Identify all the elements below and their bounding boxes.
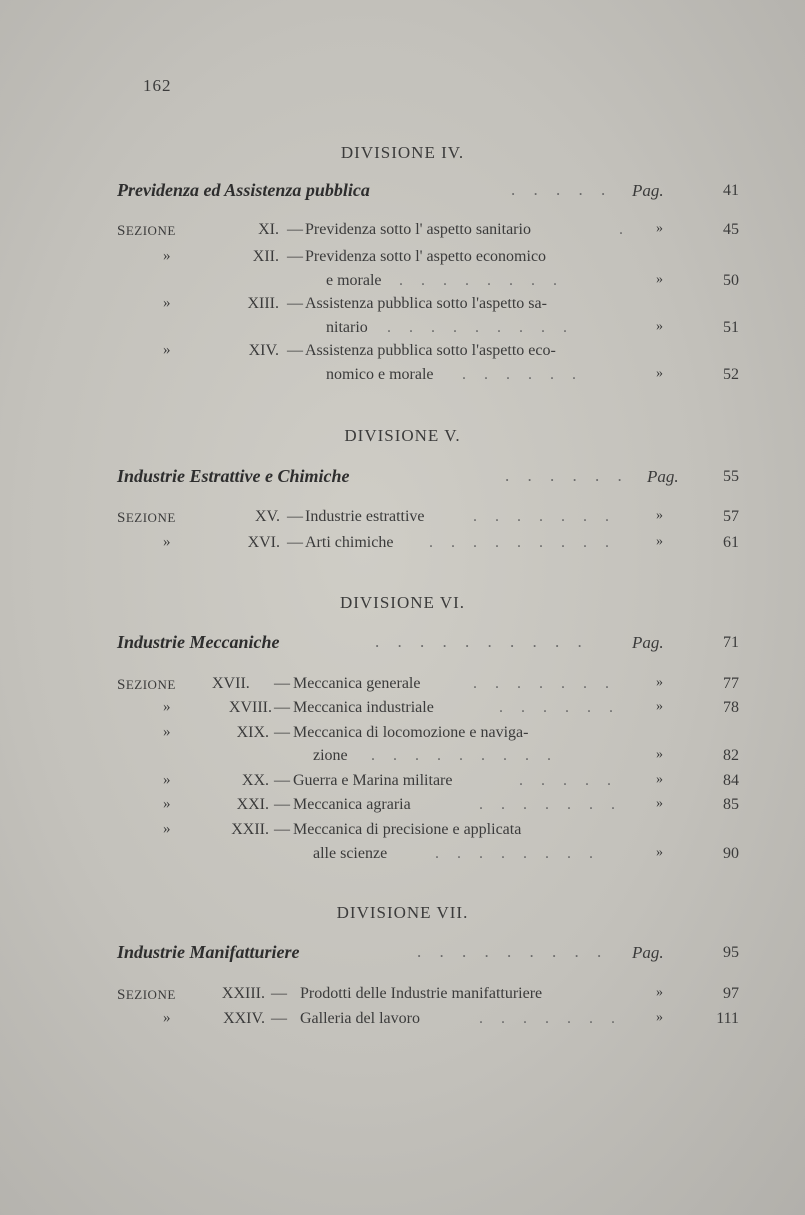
- entry-text: Meccanica di precisione e applicata: [293, 821, 522, 838]
- leader-dots: . . . . . . . .: [435, 845, 600, 862]
- ditto-mark: »: [656, 772, 663, 787]
- dash: —: [274, 796, 290, 813]
- toc-entry: [117, 295, 739, 317]
- entry-text: Arti chimiche: [305, 534, 394, 551]
- dash: —: [271, 985, 287, 1002]
- toc-entry: [117, 366, 739, 388]
- ditto-mark: »: [163, 796, 171, 812]
- page-ref: 71: [723, 634, 739, 651]
- division-title: DIVISIONE VI.: [339, 593, 466, 612]
- page-ref: 97: [723, 985, 739, 1002]
- entry-text: Assistenza pubblica sotto l'aspetto sa-: [305, 295, 547, 312]
- toc-entry: [117, 221, 739, 243]
- division-title: DIVISIONE IV.: [340, 143, 465, 162]
- ditto-mark: »: [656, 747, 663, 762]
- toc-entry: [117, 747, 739, 769]
- ditto-mark: »: [656, 845, 663, 860]
- toc-entry: [117, 342, 739, 364]
- section-numeral: XIII.: [247, 295, 279, 312]
- leader-dots: . . . . . . .: [479, 1010, 622, 1027]
- section-numeral: XVIII.: [228, 699, 272, 716]
- pag-label: Pag.: [647, 467, 679, 486]
- ditto-mark: »: [656, 272, 663, 287]
- page-ref: 51: [723, 319, 739, 336]
- division-heading: Industrie Estrattive e Chimiche: [117, 466, 350, 486]
- entry-text: Galleria del lavoro: [300, 1010, 420, 1027]
- ditto-mark: »: [656, 221, 663, 236]
- leader-dots: . . . . . .: [505, 466, 629, 485]
- leader-dots: .: [619, 221, 630, 238]
- division-heading-row: [117, 632, 739, 656]
- page-number: 162: [143, 76, 172, 95]
- section-numeral: XXII.: [231, 821, 269, 838]
- page-ref: 82: [723, 747, 739, 764]
- section-numeral: XIX.: [236, 724, 269, 741]
- section-numeral: XV.: [254, 508, 280, 525]
- page-ref: 84: [723, 772, 739, 789]
- dash: —: [287, 508, 303, 525]
- page-ref: 77: [723, 675, 739, 692]
- division-heading: Previdenza ed Assistenza pubblica: [117, 180, 370, 200]
- page-ref: 55: [723, 468, 739, 485]
- toc-entry: [117, 534, 739, 556]
- toc-entry: [117, 319, 739, 341]
- section-numeral: XX.: [241, 772, 269, 789]
- dash: —: [274, 699, 290, 716]
- dash: —: [274, 821, 290, 838]
- toc-entry: [117, 796, 739, 818]
- leader-dots: . . . . . .: [462, 366, 583, 383]
- entry-text: alle scienze: [313, 845, 388, 862]
- division-title: DIVISIONE V.: [344, 426, 461, 445]
- entry-text: Previdenza sotto l' aspetto economico: [305, 248, 547, 265]
- toc-entry: [117, 1010, 739, 1032]
- toc-entry: [117, 675, 739, 697]
- entry-text: nomico e morale: [326, 366, 434, 383]
- pag-label: Pag.: [632, 943, 664, 962]
- leader-dots: . . . . . . .: [473, 675, 616, 692]
- page-ref: 85: [723, 796, 739, 813]
- toc-entry: [117, 985, 739, 1007]
- leader-dots: . . . . . . . . . .: [375, 632, 589, 651]
- ditto-mark: »: [656, 508, 663, 523]
- toc-entry: [117, 699, 739, 721]
- section-label: SEZIONE: [117, 987, 176, 1003]
- section-label: SEZIONE: [117, 223, 176, 239]
- section-numeral: XII.: [252, 248, 279, 265]
- entry-text: Meccanica di locomozione e naviga-: [293, 724, 529, 741]
- entry-text: Assistenza pubblica sotto l'aspetto eco-: [305, 342, 556, 359]
- ditto-mark: »: [656, 796, 663, 811]
- entry-text: Prodotti delle Industrie manifatturiere: [300, 985, 543, 1002]
- entry-text: e morale: [326, 272, 382, 289]
- leader-dots: . . . . . . . . .: [371, 747, 558, 764]
- entry-text: Meccanica agraria: [293, 796, 411, 813]
- entry-text: Industrie estrattive: [305, 508, 425, 525]
- leader-dots: . . . . . . .: [473, 508, 616, 525]
- division-heading-row: [117, 466, 739, 490]
- ditto-mark: »: [163, 821, 171, 837]
- ditto-mark: »: [163, 724, 171, 740]
- dash: —: [274, 675, 290, 692]
- division-heading: Industrie Manifatturiere: [117, 942, 300, 962]
- dash: —: [271, 1010, 287, 1027]
- page-ref: 61: [723, 534, 739, 551]
- ditto-mark: »: [163, 699, 171, 715]
- leader-dots: . . . . .: [511, 180, 613, 199]
- section-numeral: XIV.: [248, 342, 279, 359]
- page-ref: 45: [723, 221, 739, 238]
- dash: —: [287, 248, 303, 265]
- ditto-mark: »: [656, 366, 663, 381]
- entry-text: nitario: [326, 319, 368, 336]
- section-label: SEZIONE: [117, 510, 176, 526]
- dash: —: [287, 534, 303, 551]
- section-numeral: XXI.: [236, 796, 269, 813]
- section-numeral: XVII.: [212, 675, 250, 692]
- division-heading-row: [117, 942, 739, 966]
- ditto-mark: »: [656, 1010, 663, 1025]
- dash: —: [287, 295, 303, 312]
- dash: —: [287, 342, 303, 359]
- entry-text: Meccanica industriale: [293, 699, 434, 716]
- ditto-mark: »: [656, 675, 663, 690]
- section-numeral: XI.: [258, 221, 279, 238]
- section-numeral: XXIII.: [221, 985, 265, 1002]
- entry-text: zione: [313, 747, 348, 764]
- toc-entry: [117, 724, 739, 746]
- entry-text: Previdenza sotto l' aspetto sanitario: [305, 221, 531, 238]
- page-ref: 95: [723, 944, 739, 961]
- ditto-mark: »: [656, 699, 663, 714]
- section-label: SEZIONE: [117, 677, 176, 693]
- entry-text: Meccanica generale: [293, 675, 421, 692]
- leader-dots: . . . . . . . . .: [387, 319, 574, 336]
- toc-entry: [117, 508, 739, 530]
- page-ref: 90: [723, 845, 739, 862]
- dash: —: [274, 724, 290, 741]
- toc-entry: [117, 248, 739, 270]
- toc-entry: [117, 821, 739, 843]
- ditto-mark: »: [163, 1010, 171, 1026]
- ditto-mark: »: [163, 534, 171, 550]
- page-ref: 78: [723, 699, 739, 716]
- division-heading: Industrie Meccaniche: [117, 632, 280, 652]
- leader-dots: . . . . . . . . .: [429, 534, 616, 551]
- pag-label: Pag.: [632, 181, 664, 200]
- page-ref: 52: [723, 366, 739, 383]
- ditto-mark: »: [163, 772, 171, 788]
- section-numeral: XVI.: [247, 534, 280, 551]
- leader-dots: . . . . . . . .: [399, 272, 564, 289]
- ditto-mark: »: [163, 295, 171, 311]
- ditto-mark: »: [163, 342, 171, 358]
- page-ref: 41: [723, 182, 739, 199]
- leader-dots: . . . . . .: [499, 699, 620, 716]
- ditto-mark: »: [656, 534, 663, 549]
- page-ref: 50: [723, 272, 739, 289]
- toc-entry: [117, 845, 739, 867]
- dash: —: [274, 772, 290, 789]
- page-ref: 57: [723, 508, 739, 525]
- division-heading-row: [117, 180, 739, 204]
- toc-entry: [117, 772, 739, 794]
- entry-text: Guerra e Marina militare: [293, 772, 453, 789]
- ditto-mark: »: [163, 248, 171, 264]
- division-title: DIVISIONE VII.: [336, 903, 469, 922]
- dash: —: [287, 221, 303, 238]
- ditto-mark: »: [656, 985, 663, 1000]
- toc-entry: [117, 272, 739, 294]
- section-numeral: XXIV.: [223, 1010, 265, 1027]
- leader-dots: . . . . . . .: [479, 796, 622, 813]
- leader-dots: . . . . .: [519, 772, 618, 789]
- pag-label: Pag.: [632, 633, 664, 652]
- page-ref: 111: [716, 1010, 739, 1027]
- leader-dots: . . . . . . . . .: [417, 942, 609, 961]
- ditto-mark: »: [656, 319, 663, 334]
